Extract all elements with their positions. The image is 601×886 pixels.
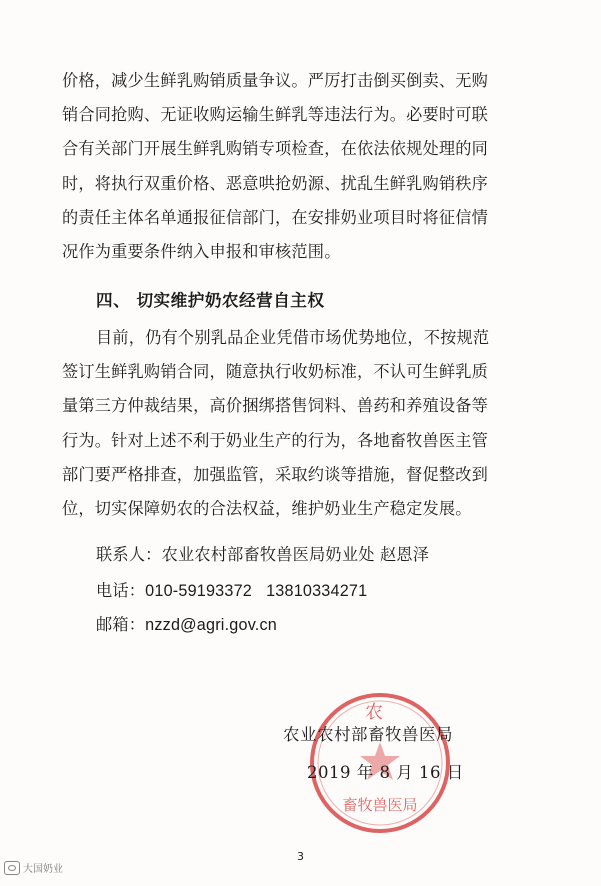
contact-email-value: nzzd@agri.gov.cn (145, 616, 277, 634)
watermark-text: 大国奶业 (23, 864, 63, 875)
text-line: 价格，减少生鲜乳购销质量争议。严厉打击倒买倒卖、无购 (62, 71, 489, 90)
text-line: 况作为重要条件纳入申报和审核范围。 (62, 242, 341, 262)
signature-organization: 农业农村部畜牧兽医局 (283, 725, 453, 744)
text-line: 部门要严格排查，加强监管，采取约谈等措施，督促整改到 (62, 464, 489, 484)
signature-date: 2019 年 8 月 16 日 (307, 763, 464, 782)
paragraph-prices (62, 64, 532, 269)
seal-top-text: 农 (365, 702, 383, 723)
watermark (4, 860, 63, 875)
paragraph-protection (62, 321, 532, 526)
weibo-icon (4, 861, 20, 875)
contact-email-label: 邮箱： (96, 615, 146, 634)
text-line: 行为。针对上述不利于奶业生产的行为，各地畜牧兽医主管 (62, 430, 489, 450)
contact-person (96, 541, 429, 565)
seal-bottom-text: 畜牧兽医局 (342, 796, 418, 814)
text-line: 销合同抢购、无证收购运输生鲜乳等违法行为。必要时可联 (62, 105, 489, 125)
text-line: 签订生鲜乳购销合同，随意执行收奶标准，不认可生鲜乳质 (62, 362, 489, 382)
text-line: 合有关部门开展生鲜乳购销专项检查，在依法依规处理的同 (62, 139, 489, 159)
text-line: 的责任主体名单通报征信部门，在安排奶业项目时将征信情 (62, 207, 489, 227)
contact-person-value: 农业农村部畜牧兽医局奶业处 赵恩泽 (161, 545, 430, 564)
text-line: 目前，仍有个别乳品企业凭借市场优势地位，不按规范 (96, 328, 490, 347)
contact-person-label: 联系人： (96, 545, 162, 564)
contact-email (96, 611, 277, 635)
section-heading: 四、 切实维护奶农经营自主权 (96, 291, 325, 310)
contact-phone-value: 010-59193372 13810334271 (145, 582, 368, 600)
text-line: 量第三方仲裁结果，高价捆绑搭售饲料、兽药和养殖设备等 (62, 396, 489, 416)
page-number: 3 (297, 850, 304, 863)
text-line: 时，将执行双重价格、恶意哄抢奶源、扰乱生鲜乳购销秩序 (62, 173, 489, 193)
text-line: 位，切实保障奶农的合法权益，维护奶业生产稳定发展。 (62, 499, 472, 519)
contact-phone (96, 577, 367, 601)
contact-phone-label: 电话： (96, 581, 146, 600)
